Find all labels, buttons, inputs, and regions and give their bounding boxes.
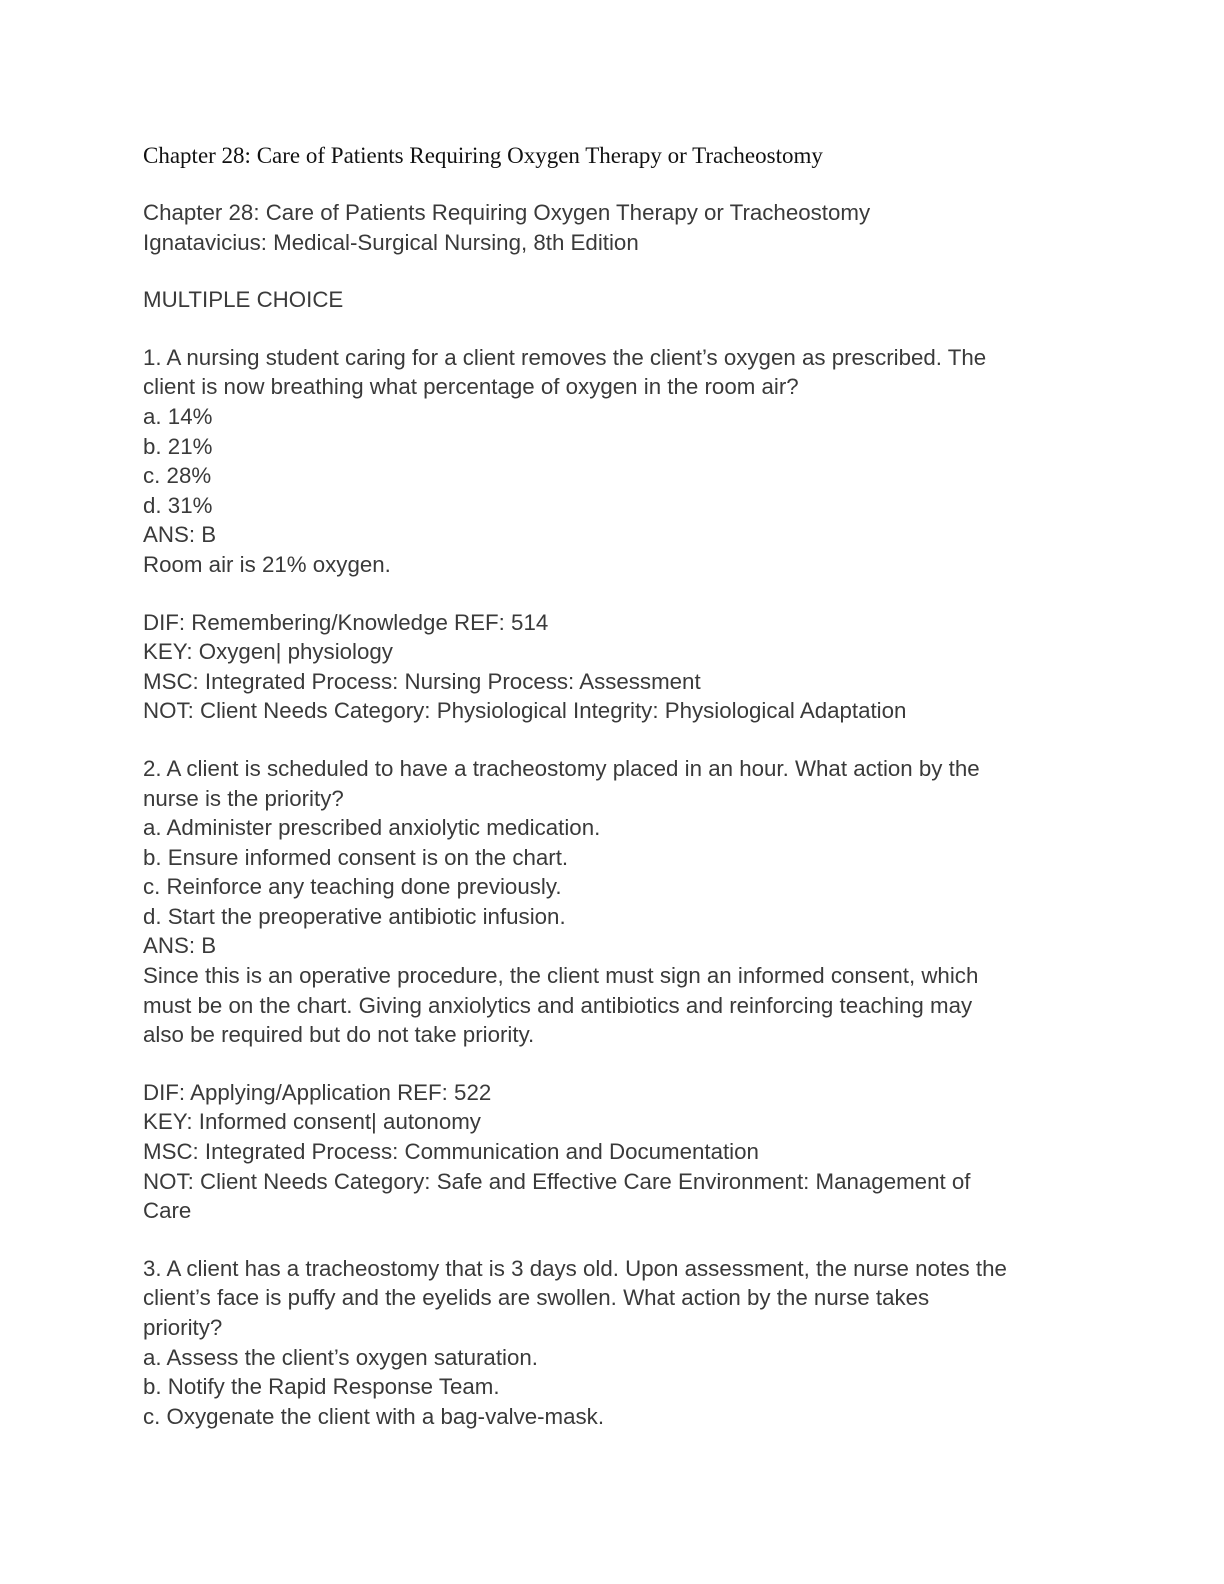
spacer (143, 580, 1083, 608)
rationale: also be required but do not take priority. (143, 1022, 535, 1048)
rationale: must be on the chart. Giving anxiolytics and antibiotics and reinforcing teaching may (143, 992, 973, 1018)
spacer (143, 257, 1083, 285)
section-heading: MULTIPLE CHOICE (143, 287, 344, 313)
answer-key: ANS: B (143, 522, 217, 548)
document-title: Chapter 28: Care of Patients Requiring Oxygen Therapy or Tracheostomy (143, 143, 823, 168)
question-2 (143, 754, 1083, 1226)
question-3 (143, 1254, 1083, 1432)
msc-category: MSC: Integrated Process: Communication and Documentation (143, 1139, 759, 1165)
rationale: Since this is an operative procedure, the client must sign an informed consent, which (143, 963, 979, 989)
spacer (143, 1226, 1083, 1254)
answer-option: d. 31% (143, 492, 213, 518)
header-book: Ignatavicius: Medical-Surgical Nursing, 8th Edition (143, 229, 639, 255)
spacer (143, 315, 1083, 343)
spacer (143, 1050, 1083, 1078)
difficulty-ref: DIF: Applying/Application REF: 522 (143, 1079, 492, 1105)
question-1 (143, 343, 1083, 726)
answer-option: d. Start the preoperative antibiotic infusion. (143, 903, 566, 929)
msc-category: MSC: Integrated Process: Nursing Process: Assessment (143, 668, 701, 694)
spacer (143, 726, 1083, 754)
rationale: Room air is 21% oxygen. (143, 551, 391, 577)
question-stem: 3. A client has a tracheostomy that is 3 days old. Upon assessment, the nurse notes the (143, 1255, 1007, 1281)
not-category: Care (143, 1198, 192, 1224)
difficulty-ref: DIF: Remembering/Knowledge REF: 514 (143, 609, 549, 635)
answer-option: c. Oxygenate the client with a bag-valve-mask. (143, 1403, 605, 1429)
question-stem: priority? (143, 1315, 223, 1340)
document-body (143, 198, 1083, 1431)
question-stem: client’s face is puffy and the eyelids are swollen. What action by the nurse takes (143, 1285, 930, 1311)
answer-option: c. 28% (143, 463, 212, 489)
answer-option: b. Notify the Rapid Response Team. (143, 1374, 500, 1400)
not-category: NOT: Client Needs Category: Physiological Integrity: Physiological Adaptation (143, 698, 907, 724)
answer-option: a. 14% (143, 403, 213, 429)
answer-option: a. Assess the client’s oxygen saturation. (143, 1344, 538, 1370)
question-stem: 1. A nursing student caring for a client removes the client’s oxygen as prescribed. The (143, 344, 987, 370)
not-category: NOT: Client Needs Category: Safe and Effective Care Environment: Management of (143, 1168, 971, 1194)
answer-option: b. Ensure informed consent is on the chart. (143, 844, 569, 870)
question-stem: client is now breathing what percentage of oxygen in the room air? (143, 374, 799, 400)
question-stem: nurse is the priority? (143, 785, 344, 811)
header-chapter: Chapter 28: Care of Patients Requiring Oxygen Therapy or Tracheostomy (143, 200, 871, 225)
keywords: KEY: Informed consent| autonomy (143, 1109, 481, 1135)
answer-option: b. 21% (143, 433, 213, 459)
keywords: KEY: Oxygen| physiology (143, 639, 393, 665)
answer-key: ANS: B (143, 933, 217, 959)
answer-option: a. Administer prescribed anxiolytic medication. (143, 815, 601, 841)
question-stem: 2. A client is scheduled to have a tracheostomy placed in an hour. What action by the (143, 755, 980, 781)
answer-option: c. Reinforce any teaching done previously. (143, 874, 562, 900)
